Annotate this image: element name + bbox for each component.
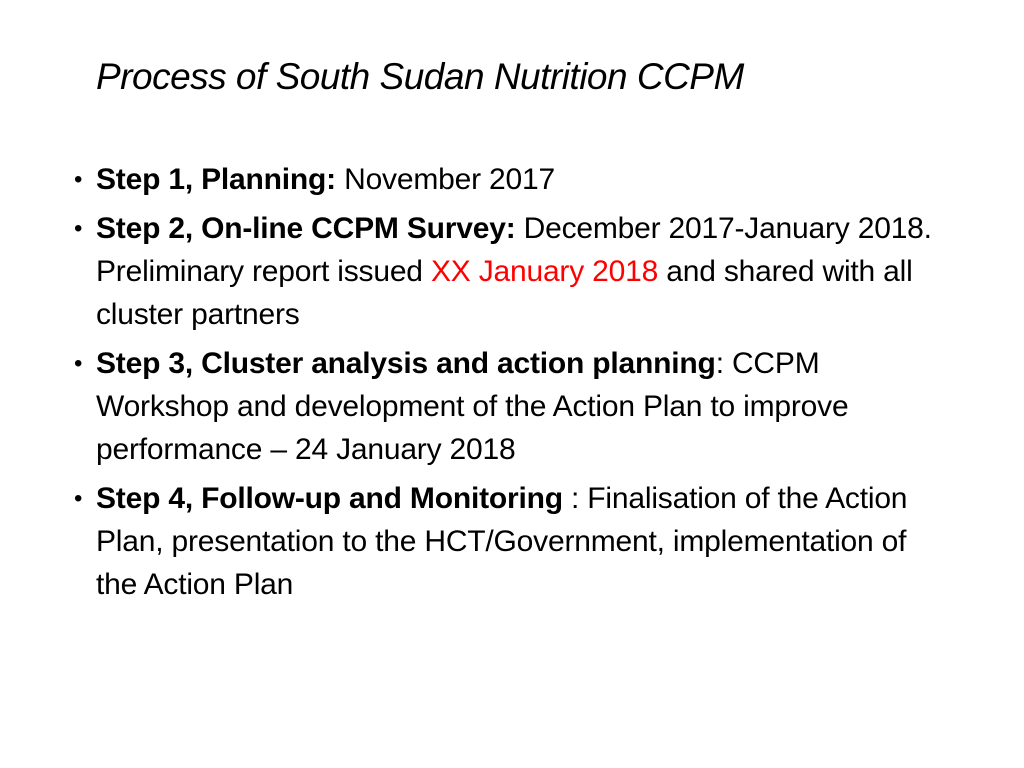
step-2-highlight: XX January 2018	[430, 255, 659, 288]
step-2-text-after: and shared with all cluster partners	[96, 255, 913, 331]
bullet-icon: •	[74, 350, 83, 377]
step-1-item	[74, 158, 954, 201]
step-4-text: : Finalisation of the Action Plan, presentation to the HCT/Government, implementation of the Action Plan	[96, 482, 908, 601]
slide-title: Process of South Sudan Nutrition CCPM	[96, 56, 744, 97]
step-list	[74, 158, 954, 612]
step-1-text: November 2017	[335, 163, 555, 196]
bullet-icon: •	[74, 166, 83, 193]
step-2-text: December 2017-January 2018. Preliminary report issued	[96, 212, 932, 288]
bullet-icon: •	[74, 215, 83, 242]
bullet-icon: •	[74, 485, 83, 512]
step-4-item	[74, 477, 954, 606]
step-3-lead: Step 3, Cluster analysis and action planning	[96, 347, 716, 380]
step-2-item	[74, 207, 954, 336]
step-4-lead: Step 4, Follow-up and Monitoring	[96, 482, 563, 515]
step-3-text: : CCPM Workshop and development of the Action Plan to improve performance – 24 January 2018	[96, 347, 849, 466]
step-1-lead: Step 1, Planning:	[96, 163, 336, 196]
step-3-item	[74, 342, 954, 471]
step-2-lead: Step 2, On-line CCPM Survey:	[96, 212, 516, 245]
